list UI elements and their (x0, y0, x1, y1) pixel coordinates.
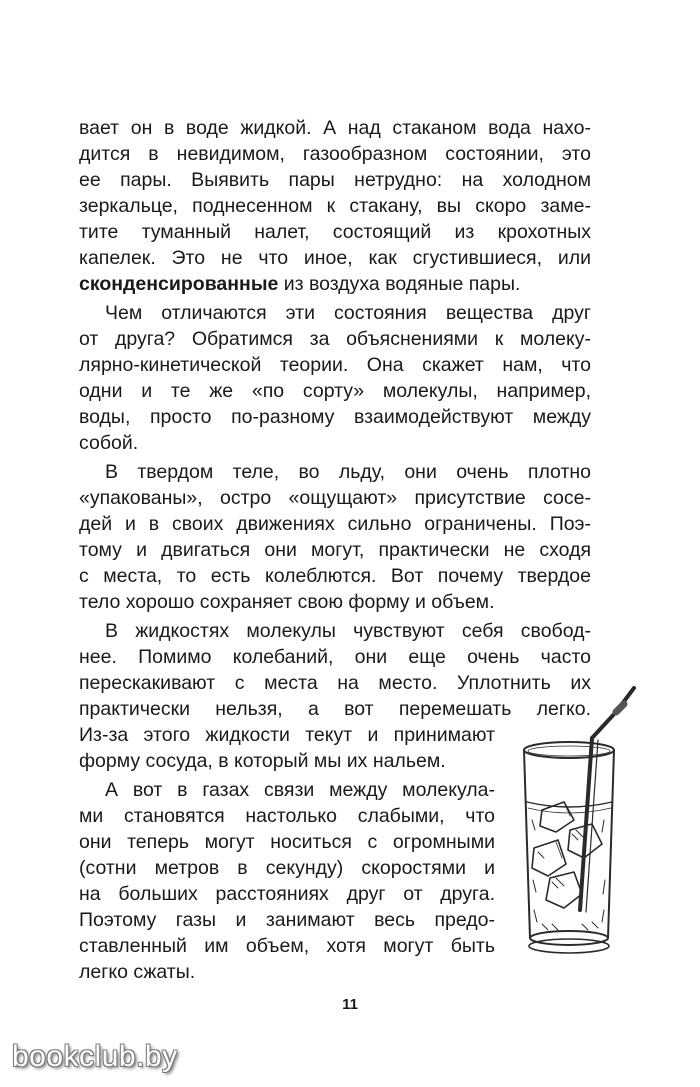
text-line: перескакивают с места на место. Уплотнить их (79, 672, 591, 694)
text-line: тому и двигаться они могут, практически не сходя (79, 539, 591, 561)
text-line: с места, то есть колеблются. Вот почему твердое (79, 565, 591, 587)
watermark-logo: bookclub.by (12, 1040, 178, 1073)
text-line: собой. (79, 432, 139, 454)
text-line: капелек. Это не что иное, как сгустившиеся, или (79, 247, 591, 269)
bold-term: сконденсированные (79, 273, 279, 295)
page-number: 11 (342, 996, 358, 1013)
text-line: нее. Помимо колебаний, они еще очень часто (79, 646, 591, 668)
text-line: В твердом теле, во льду, они очень плотно (105, 461, 591, 483)
text-line: ее пары. Выявить пары нетрудно: на холодном (79, 169, 591, 191)
text-line (79, 271, 591, 297)
text-line: А вот в газах связи между молекула- (105, 779, 495, 801)
text-line: одни и те же «по сорту» молекулы, например, (79, 380, 591, 402)
text-line: вает он в воде жидкой. А над стаканом вода нахо- (79, 117, 591, 139)
text-line: дится в невидимом, газообразном состоянии, это (79, 143, 591, 165)
text-line: практически нельзя, а вот перемешать легко. (79, 698, 591, 720)
text-line: Из-за этого жидкости текут и принимают (79, 724, 495, 746)
text-line: тело хорошо сохраняет свою форму и объем. (79, 591, 495, 613)
text-line: воды, просто по-разному взаимодействуют между (79, 406, 591, 428)
text-line: легко сжаты. (79, 961, 196, 983)
text-line: В жидкостях молекулы чувствуют себя свобод- (105, 620, 591, 642)
glass-with-ice-and-straw-icon (512, 680, 642, 960)
text-line: от друга? Обратимся за объяснениями к молеку- (79, 328, 591, 350)
text-line: на больших расстояниях друг от друга. (79, 883, 495, 905)
text-line: ставленный им объем, хотя могут быть (79, 935, 495, 957)
text-line: Поэтому газы и занимают весь предо- (79, 909, 495, 931)
text-line: ми становятся настолько слабыми, что (79, 805, 495, 827)
text-line: тите туманный налет, состоящий из крохотных (79, 221, 591, 243)
text-line: форму сосуда, в который мы их нальем. (79, 750, 446, 772)
text-line: (сотни метров в секунду) скоростями и (79, 857, 495, 879)
text-line: зеркальце, поднесенном к стакану, вы скоро заме- (79, 195, 591, 217)
text-line: дей и в своих движениях сильно ограничены. Поэ- (79, 513, 591, 535)
text-line: «упакованы», остро «ощущают» присутствие сосе- (79, 487, 591, 509)
text-line: они теперь могут носиться с огромными (79, 831, 495, 853)
text-line: Чем отличаются эти состояния вещества друг (105, 302, 591, 324)
text-line: лярно-кинетической теории. Она скажет нам, что (79, 354, 591, 376)
text-fragment: из воздуха водяные пары. (278, 273, 521, 295)
